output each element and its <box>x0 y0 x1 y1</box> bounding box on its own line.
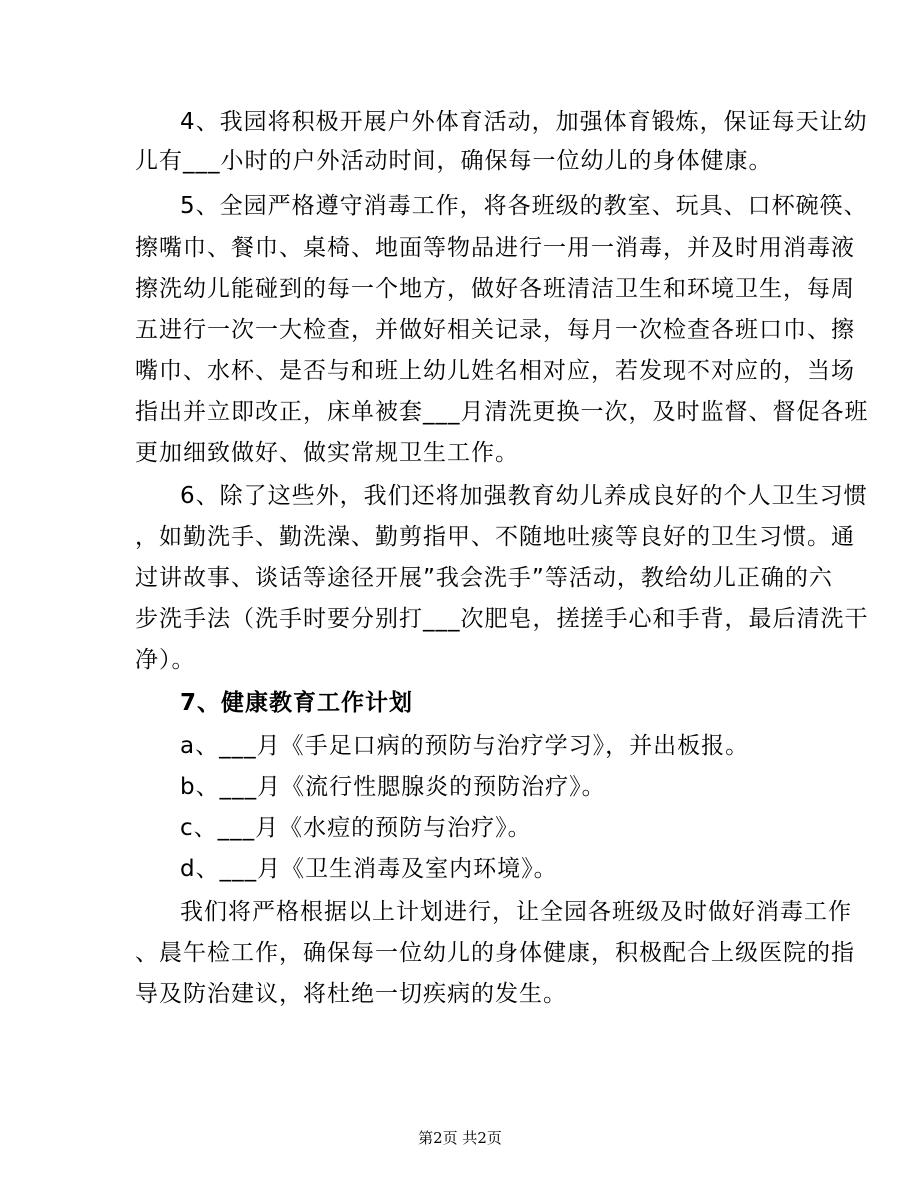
closing-line-3: 导及防治建议，将杜绝一切疾病的发生。 <box>135 981 567 1007</box>
plan-item-a: a、___月《手足口病的预防与治疗学习》，并出板报。 <box>180 733 750 759</box>
paragraph-6-line-4: 步洗手法（洗手时要分别打___次肥皂，搓搓手心和手背，最后清洗干 <box>135 606 869 632</box>
paragraph-6-line-1: 6、除了这些外，我们还将加强教育幼儿养成良好的个人卫生习惯 <box>180 483 868 509</box>
paragraph-5-line-3: 擦洗幼儿能碰到的每一个地方，做好各班清洁卫生和环境卫生，每周 <box>135 276 855 302</box>
plan-item-c: c、___月《水痘的预防与治疗》。 <box>180 815 532 841</box>
paragraph-5-line-2: 擦嘴巾、餐巾、桌椅、地面等物品进行一用一消毒，并及时用消毒液 <box>135 235 855 261</box>
section-heading: 7、健康教育工作计划 <box>180 690 414 716</box>
closing-line-2: 、晨午检工作，确保每一位幼儿的身体健康，积极配合上级医院的指 <box>135 940 855 966</box>
page-number-footer: 第2页 共2页 <box>418 1129 502 1147</box>
plan-item-b: b、___月《流行性腮腺炎的预防治疗》。 <box>180 774 606 800</box>
paragraph-5-line-4: 五进行一次一大检查，并做好相关记录，每月一次检查各班口巾、擦 <box>135 317 855 343</box>
paragraph-6-line-5: 净）。 <box>135 647 196 673</box>
paragraph-5-line-1: 5、全园严格遵守消毒工作，将各班级的教室、玩具、口杯碗筷、 <box>180 193 868 219</box>
closing-line-1: 我们将严格根据以上计划进行，让全园各班级及时做好消毒工作 <box>180 899 852 925</box>
paragraph-4-line-2: 儿有___小时的户外活动时间，确保每一位幼儿的身体健康。 <box>135 148 773 174</box>
paragraph-5-line-7: 更加细致做好、做实常规卫生工作。 <box>135 440 519 466</box>
plan-item-d: d、___月《卫生消毒及室内环境》。 <box>180 856 558 882</box>
paragraph-5-line-6: 指出并立即改正，床单被套___月清洗更换一次，及时监督、督促各班 <box>135 399 869 425</box>
paragraph-4-line-1: 4、我园将积极开展户外体育活动，加强体育锻炼，保证每天让幼 <box>180 109 868 135</box>
paragraph-6-line-2: ，如勤洗手、勤洗澡、勤剪指甲、不随地吐痰等良好的卫生习惯。通 <box>135 524 855 550</box>
paragraph-6-line-3: 过讲故事、谈话等途径开展”我会洗手”等活动，教给幼儿正确的六 <box>135 565 833 591</box>
paragraph-5-line-5: 嘴巾、水杯、是否与和班上幼儿姓名相对应，若发现不对应的，当场 <box>135 358 855 384</box>
